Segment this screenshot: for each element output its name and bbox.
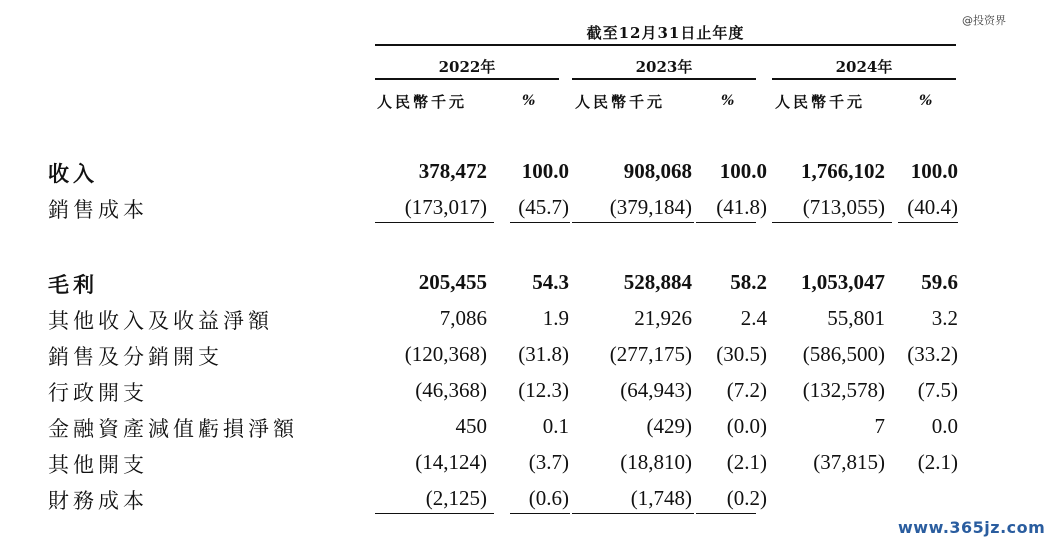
row-label: 其他收入及收益淨額 (48, 309, 273, 333)
header-rule (375, 44, 956, 46)
amount-cell: (379,184) (609, 195, 692, 219)
percent-cell: (30.5) (716, 342, 767, 366)
row-label: 財務成本 (48, 489, 148, 513)
percent-cell: (12.3) (518, 378, 569, 402)
percent-cell: 100.0 (521, 159, 569, 183)
amount-cell: (2,125) (425, 486, 487, 510)
amount-cell: (1,748) (630, 486, 692, 510)
amount-cell: (64,943) (620, 378, 692, 402)
amount-cell: 205,455 (418, 270, 487, 294)
subtotal-underline (696, 513, 756, 514)
pct-2024: % (919, 93, 933, 109)
amount-cell: 1,053,047 (801, 270, 885, 294)
amount-cell: (46,368) (415, 378, 487, 402)
amount-cell: (14,124) (415, 450, 487, 474)
row-label: 收入 (48, 161, 98, 186)
subtotal-underline (898, 222, 958, 223)
percent-cell: 1.9 (542, 306, 569, 330)
amount-cell: (586,500) (802, 342, 885, 366)
unit-2024: 人民幣千元 (775, 93, 866, 111)
subtotal-underline (696, 222, 756, 223)
percent-cell: 100.0 (719, 159, 767, 183)
amount-cell: 1,766,102 (801, 159, 885, 183)
amount-cell: (713,055) (802, 195, 885, 219)
subtotal-underline (510, 222, 570, 223)
row-label: 其他開支 (48, 453, 148, 477)
percent-cell: 0.1 (542, 414, 569, 438)
watermark-top: @投资界 (962, 14, 1006, 27)
subtotal-underline (375, 222, 494, 223)
subtotal-underline (375, 513, 494, 514)
row-label: 銷售成本 (48, 198, 148, 222)
amount-cell: (18,810) (620, 450, 692, 474)
percent-cell: 54.3 (532, 270, 569, 294)
percent-cell: 58.2 (730, 270, 767, 294)
amount-cell: 55,801 (827, 306, 885, 330)
subtotal-underline (772, 222, 892, 223)
pct-2022: % (522, 93, 536, 109)
year-rule-2022 (375, 78, 559, 80)
unit-2022: 人民幣千元 (377, 93, 468, 111)
year-2022: 2022年 (438, 58, 496, 76)
amount-cell: (120,368) (404, 342, 487, 366)
percent-cell: (7.5) (917, 378, 958, 402)
amount-cell: (37,815) (813, 450, 885, 474)
percent-cell: 0.0 (931, 414, 958, 438)
amount-cell: 908,068 (623, 159, 692, 183)
amount-cell: (429) (646, 414, 692, 438)
percent-cell: (0.2) (726, 486, 767, 510)
percent-cell: 3.2 (931, 306, 958, 330)
year-rule-2024 (772, 78, 956, 80)
amount-cell: (173,017) (404, 195, 487, 219)
percent-cell: (33.2) (907, 342, 958, 366)
percent-cell: (40.4) (907, 195, 958, 219)
row-label: 毛利 (48, 272, 98, 297)
percent-cell: (0.6) (528, 486, 569, 510)
percent-cell: (31.8) (518, 342, 569, 366)
percent-cell: (0.0) (726, 414, 767, 438)
subtotal-underline (510, 513, 570, 514)
unit-2023: 人民幣千元 (575, 93, 666, 111)
amount-cell: 7,086 (439, 306, 487, 330)
subtotal-underline (572, 513, 694, 514)
row-label: 金融資產減值虧損淨額 (48, 417, 298, 441)
year-rule-2023 (572, 78, 756, 80)
percent-cell: 100.0 (910, 159, 958, 183)
percent-cell: (41.8) (716, 195, 767, 219)
period-header: 截至12月31日止年度 (586, 24, 745, 42)
pct-2023: % (721, 93, 735, 109)
amount-cell: (277,175) (609, 342, 692, 366)
amount-cell: 21,926 (634, 306, 692, 330)
percent-cell: 59.6 (921, 270, 958, 294)
percent-cell: (2.1) (726, 450, 767, 474)
amount-cell: 528,884 (623, 270, 692, 294)
percent-cell: (2.1) (917, 450, 958, 474)
amount-cell: 450 (455, 414, 487, 438)
percent-cell: (3.7) (528, 450, 569, 474)
percent-cell: (45.7) (518, 195, 569, 219)
percent-cell: 2.4 (740, 306, 767, 330)
percent-cell: (7.2) (726, 378, 767, 402)
row-label: 銷售及分銷開支 (48, 345, 223, 369)
year-2023: 2023年 (635, 58, 693, 76)
watermark-bottom: www.365jz.com (898, 518, 1045, 537)
amount-cell: (132,578) (802, 378, 885, 402)
amount-cell: 378,472 (418, 159, 487, 183)
row-label: 行政開支 (48, 381, 148, 405)
subtotal-underline (572, 222, 694, 223)
year-2024: 2024年 (835, 58, 893, 76)
amount-cell: 7 (874, 414, 885, 438)
